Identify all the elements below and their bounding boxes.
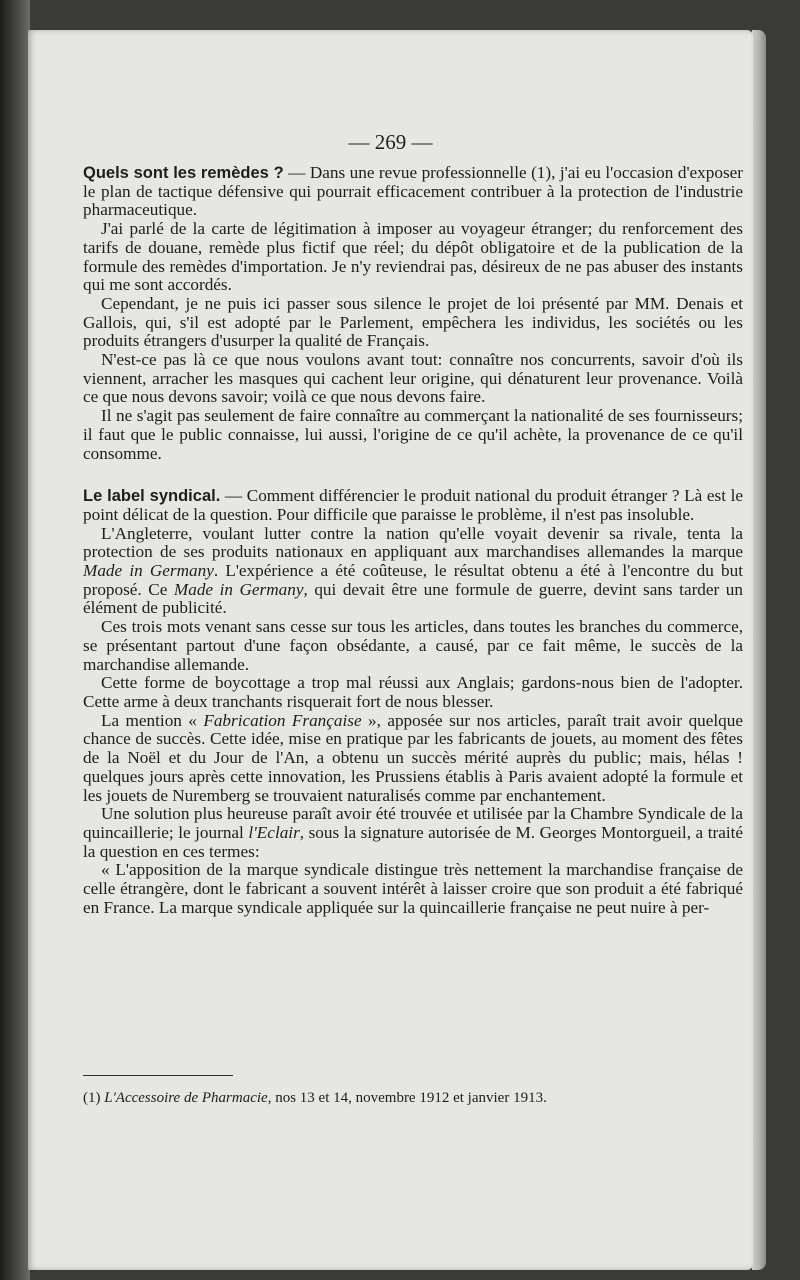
paragraph-text: — Comment différencier le produit national du produit étranger ? Là est le point délicat de la question. Pour difficile que paraisse le problème, il n'est pas insoluble. [83, 486, 744, 524]
paragraph-text: , sous la signature autorisée de M. Georges Montorgueil, a traité la question en ces termes: [83, 822, 743, 861]
footnote-mark: (1) [83, 1090, 105, 1106]
paragraph [83, 525, 743, 619]
paragraph: Cependant, je ne puis ici passer sous silence le projet de loi présenté par MM. Denais et Gallois, qui, s'il est adopté par le Parlement, empêchera les individus, les sociétés ou les produits étrangers d'usurper la qualité de Français. [83, 293, 743, 351]
paragraph-text: . L'expérience a été coûteuse, le résultat obtenu a été à l'encontre du but proposé. Ce [83, 561, 743, 599]
footnote [83, 1090, 723, 1107]
footnote-rule [83, 1075, 233, 1076]
paragraph: Ces trois mots venant sans cesse sur tous les articles, dans toutes les branches du commerce, se présentant partout d'une façon obsédante, a causé, par ce fait même, le succès de la marchandise allemande. [83, 617, 743, 674]
paragraph: Il ne s'agit pas seulement de faire connaître au commerçant la nationalité de ses fournisseurs; il faut que le public connaisse, lui aussi, l'origine de ce qu'il achète, la provenance de ce qu'il consomme. [83, 406, 743, 463]
paragraph-text: Une solution plus heureuse paraît avoir été trouvée et utilisée par la Chambre Syndicale de la quincaillerie; le journal [83, 804, 743, 842]
page-number: — 269 — [348, 130, 433, 154]
paragraph: « L'apposition de la marque syndicale distingue très nettement la marchandise française de celle étrangère, dont le fabricant a souvent intérêt à laisser croire que son produit a été fabriqué en France. La marque syndicale appliquée sur la quincaillerie française ne peut nuire à per- [83, 860, 743, 917]
paragraph: J'ai parlé de la carte de légitimation à imposer au voyageur étranger; du renforcement des tarifs de douane, remède plus fictif que réel; du dépôt obligatoire et de la publication de la formule des remèdes d'importation. Je n'y reviendrai pas, désireux de ne pas abuser des instants qui me sont accordés. [83, 219, 743, 295]
paragraph-text: L'Angleterre, voulant lutter contre la nation qu'elle voyait devenir sa rivale, tenta la protection de ses produits nationaux en appliquant aux marchandises allemandes la marque [83, 523, 743, 562]
italic-text: Fabrication Française [203, 710, 362, 730]
book-page [28, 30, 753, 1270]
paragraph [83, 712, 743, 806]
paragraph-text: », apposée sur nos articles, paraît trait avoir quelque chance de succès. Cette idée, mise en pratique par les fabricants de jouets, au moment des fêtes de la Noël et du Jour de l'An, a obtenu un succès mérité auprès du public; mais, hélas ! quelques jours après cette innovation, les Prussiens établis à Paris avaient adopté la formule et les jouets de Nuremberg se trouvaient naturalisés comme par enchantement. [83, 710, 743, 805]
footnote-title: L'Accessoire de Pharmacie [104, 1090, 268, 1106]
italic-text: Made in Germany [173, 579, 304, 599]
paragraph-text: , qui devait être une formule de guerre, devint sans tarder un élément de publicité. [83, 579, 743, 618]
paragraph-text: — Dans une revue professionnelle (1), j'ai eu l'occasion d'exposer le plan de tactique défensive qui pourrait efficacement contribuer à la protection de l'industrie pharmaceutique. [83, 163, 743, 220]
paragraph-text: La mention « [101, 710, 204, 730]
paragraph: N'est-ce pas là ce que nous voulons avant tout: connaître nos concurrents, savoir d'où ils viennent, arracher les masques qui cachent leur origine, qui dénaturent leur provenance. Voilà ce que nous devons savoir; voilà ce que nous devons faire. [83, 350, 743, 407]
book-gutter [0, 0, 30, 1280]
footnote-text: , nos 13 et 14, novembre 1912 et janvier 1913. [267, 1090, 547, 1106]
section-heading: Quels sont les remèdes ? [83, 164, 284, 182]
page-edge [752, 30, 766, 1270]
paragraph: Cette forme de boycottage a trop mal réussi aux Anglais; gardons-nous bien de l'adopter. Cette arme à deux tranchants risquerait fort de nous blesser. [83, 673, 743, 711]
paragraph [83, 487, 743, 524]
italic-text: l'Eclair [248, 822, 300, 842]
section-heading: Le label syndical. [83, 487, 221, 506]
paragraph [83, 164, 743, 220]
page-body [83, 164, 743, 917]
paragraph [83, 805, 743, 861]
italic-text: Made in Germany [83, 561, 214, 581]
